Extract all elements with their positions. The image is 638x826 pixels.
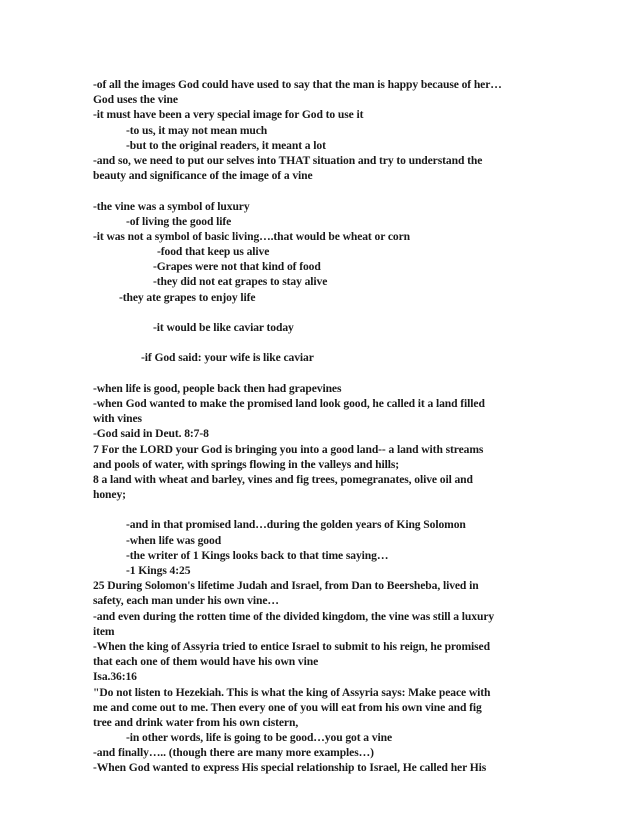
blank-line	[93, 366, 613, 381]
text-line: -in other words, life is going to be good…you got a vine	[126, 731, 393, 745]
text-line: honey;	[93, 488, 126, 502]
text-line: -it was not a symbol of basic living….that would be wheat or corn	[93, 229, 410, 243]
blank-line	[93, 305, 613, 320]
blank-line	[93, 335, 613, 350]
text-line: -When the king of Assyria tried to entice Israel to submit to his reign, he promised	[93, 639, 490, 653]
text-line: -it must have been a very special image for God to use it	[93, 108, 364, 122]
text-line: -when God wanted to make the promised land look good, he called it a land filled	[93, 396, 485, 410]
text-line: God uses the vine	[93, 93, 178, 107]
text-line: -1 Kings 4:25	[126, 564, 191, 577]
text-line: -and in that promised land…during the golden years of King Solomon	[126, 518, 466, 532]
text-line: 25 During Solomon's lifetime Judah and Israel, from Dan to Beersheba, lived in	[93, 579, 479, 593]
text-line: that each one of them would have his own vine	[93, 655, 319, 669]
text-line: "Do not listen to Hezekiah. This is what the king of Assyria says: Make peace with	[93, 685, 491, 699]
text-line: -food that keep us alive	[157, 245, 270, 259]
document-page	[93, 77, 613, 776]
text-line: -Grapes were not that kind of food	[153, 260, 321, 274]
text-line: with vines	[93, 412, 142, 426]
text-line: -of living the good life	[126, 214, 232, 228]
text-line: -if God said: your wife is like caviar	[141, 351, 314, 365]
text-line: -but to the original readers, it meant a lot	[126, 138, 326, 152]
text-line: -When God wanted to express His special relationship to Israel, He called her His	[93, 761, 487, 775]
text-line: item	[93, 624, 115, 638]
text-line: -and even during the rotten time of the divided kingdom, the vine was still a luxury	[93, 609, 495, 623]
text-line: -they ate grapes to enjoy life	[119, 290, 256, 304]
text-line: -the writer of 1 Kings looks back to that time saying…	[126, 548, 389, 562]
text-line: -the vine was a symbol of luxury	[93, 199, 250, 213]
text-line: me and come out to me. Then every one of you will eat from his own vine and fig	[93, 700, 482, 714]
text-line: -they did not eat grapes to stay alive	[153, 275, 328, 289]
text-line: beauty and significance of the image of a vine	[93, 169, 313, 183]
text-line: safety, each man under his own vine…	[93, 594, 279, 608]
blank-line	[93, 502, 613, 517]
text-line: -it would be like caviar today	[153, 321, 294, 334]
blank-line	[93, 183, 613, 198]
text-line: 8 a land with wheat and barley, vines and fig trees, pomegranates, olive oil and	[93, 472, 473, 486]
text-line: -God said in Deut. 8:7-8	[93, 427, 209, 441]
text-line: -when life was good	[126, 533, 222, 547]
text-line: -and finally….. (though there are many more examples…)	[93, 746, 374, 760]
text-line: 7 For the LORD your God is bringing you into a good land-- a land with streams	[93, 442, 484, 456]
text-line: -and so, we need to put our selves into THAT situation and try to understand the	[93, 153, 483, 167]
text-line: Isa.36:16	[93, 670, 137, 684]
text-line: -of all the images God could have used to say that the man is happy because of her…	[93, 78, 502, 91]
text-line: tree and drink water from his own cistern,	[93, 715, 299, 729]
text-line: -to us, it may not mean much	[126, 123, 268, 137]
text-line: -when life is good, people back then had grapevines	[93, 381, 342, 395]
text-line: and pools of water, with springs flowing in the valleys and hills;	[93, 457, 400, 471]
